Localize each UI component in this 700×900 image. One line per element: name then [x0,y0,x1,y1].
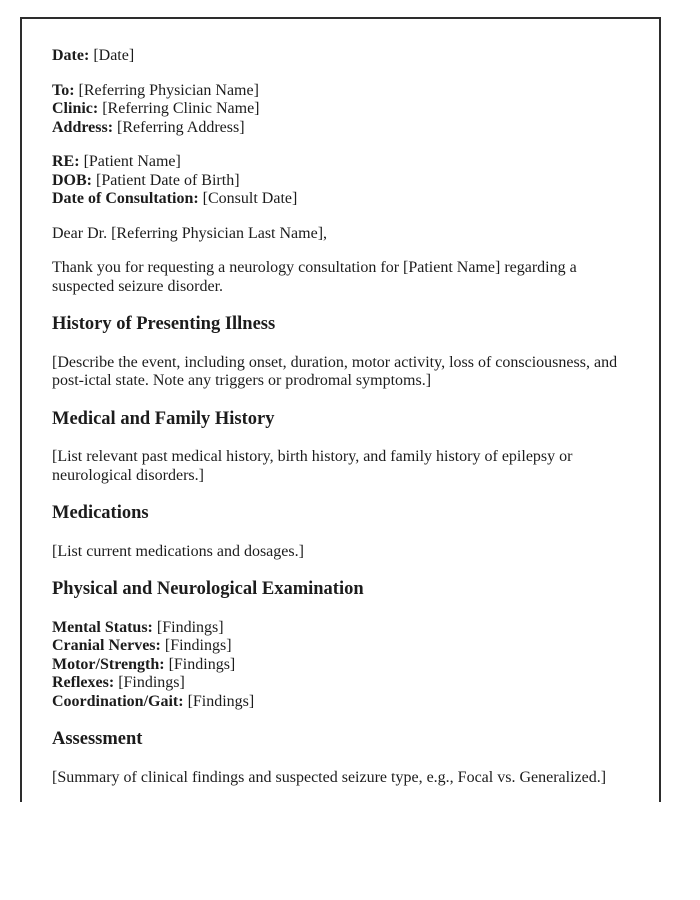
section-body-history: [Describe the event, including onset, duration, motor activity, loss of consciousness, and post-ictal state. Note any triggers or prodromal symptoms.] [52,353,618,389]
date-label: Date: [52,47,90,64]
finding-mental-status-value: [Findings] [156,618,224,636]
to-value: [Referring Physician Name] [78,81,259,99]
section-body-medical-family: [List relevant past medical history, birth history, and family history of epilepsy or neurological disorders.] [52,448,573,484]
recipient-block [52,82,635,138]
finding-reflexes-label: Reflexes: [52,674,115,691]
patient-block [52,153,635,209]
salutation: Dear Dr. [Referring Physician Last Name], [52,224,328,242]
dob-value: [Patient Date of Birth] [96,171,240,189]
to-line [52,82,635,101]
section-body-medications: [List current medications and dosages.] [52,542,304,560]
intro-paragraph: Thank you for requesting a neurology consultation for [Patient Name] regarding a suspected seizure disorder. [52,259,577,295]
section-body-assessment: [Summary of clinical findings and suspected seizure type, e.g., Focal vs. Generalized.] [52,768,607,786]
section-heading-assessment: Assessment [52,729,143,749]
dob-label: DOB: [52,171,92,189]
address-line [52,119,635,138]
re-label: RE: [52,153,80,170]
finding-reflexes-value: [Findings] [118,674,185,691]
finding-cranial-nerves [52,637,635,656]
consultation-value: [Consult Date] [202,190,298,207]
finding-coordination-gait-label: Coordination/Gait: [52,692,184,710]
finding-cranial-nerves-label: Cranial Nerves: [52,637,161,654]
finding-cranial-nerves-value: [Findings] [164,637,232,654]
finding-motor-strength-label: Motor/Strength: [52,655,165,673]
date-value: [Date] [93,47,135,64]
to-label: To: [52,81,75,99]
finding-coordination-gait-value: [Findings] [187,692,255,710]
finding-motor-strength [52,656,635,675]
address-value: [Referring Address] [117,118,245,136]
section-heading-medications: Medications [52,503,149,523]
finding-mental-status [52,619,635,638]
clinic-label: Clinic: [52,100,99,117]
section-heading-exam: Physical and Neurological Examination [52,579,364,599]
re-line [52,153,635,172]
consultation-label: Date of Consultation: [52,190,199,207]
re-value: [Patient Name] [83,153,181,170]
section-heading-medical-family: Medical and Family History [52,408,275,429]
exam-findings-block [52,619,635,712]
dob-line [52,172,635,191]
finding-motor-strength-value: [Findings] [168,655,236,673]
finding-reflexes [52,674,635,693]
finding-coordination-gait [52,693,635,712]
letter-page [20,17,661,802]
clinic-line [52,100,635,119]
section-heading-history: History of Presenting Illness [52,314,276,334]
consultation-line [52,190,635,209]
date-line [52,47,635,66]
address-label: Address: [52,118,114,136]
finding-mental-status-label: Mental Status: [52,618,153,636]
clinic-value: [Referring Clinic Name] [102,100,260,117]
